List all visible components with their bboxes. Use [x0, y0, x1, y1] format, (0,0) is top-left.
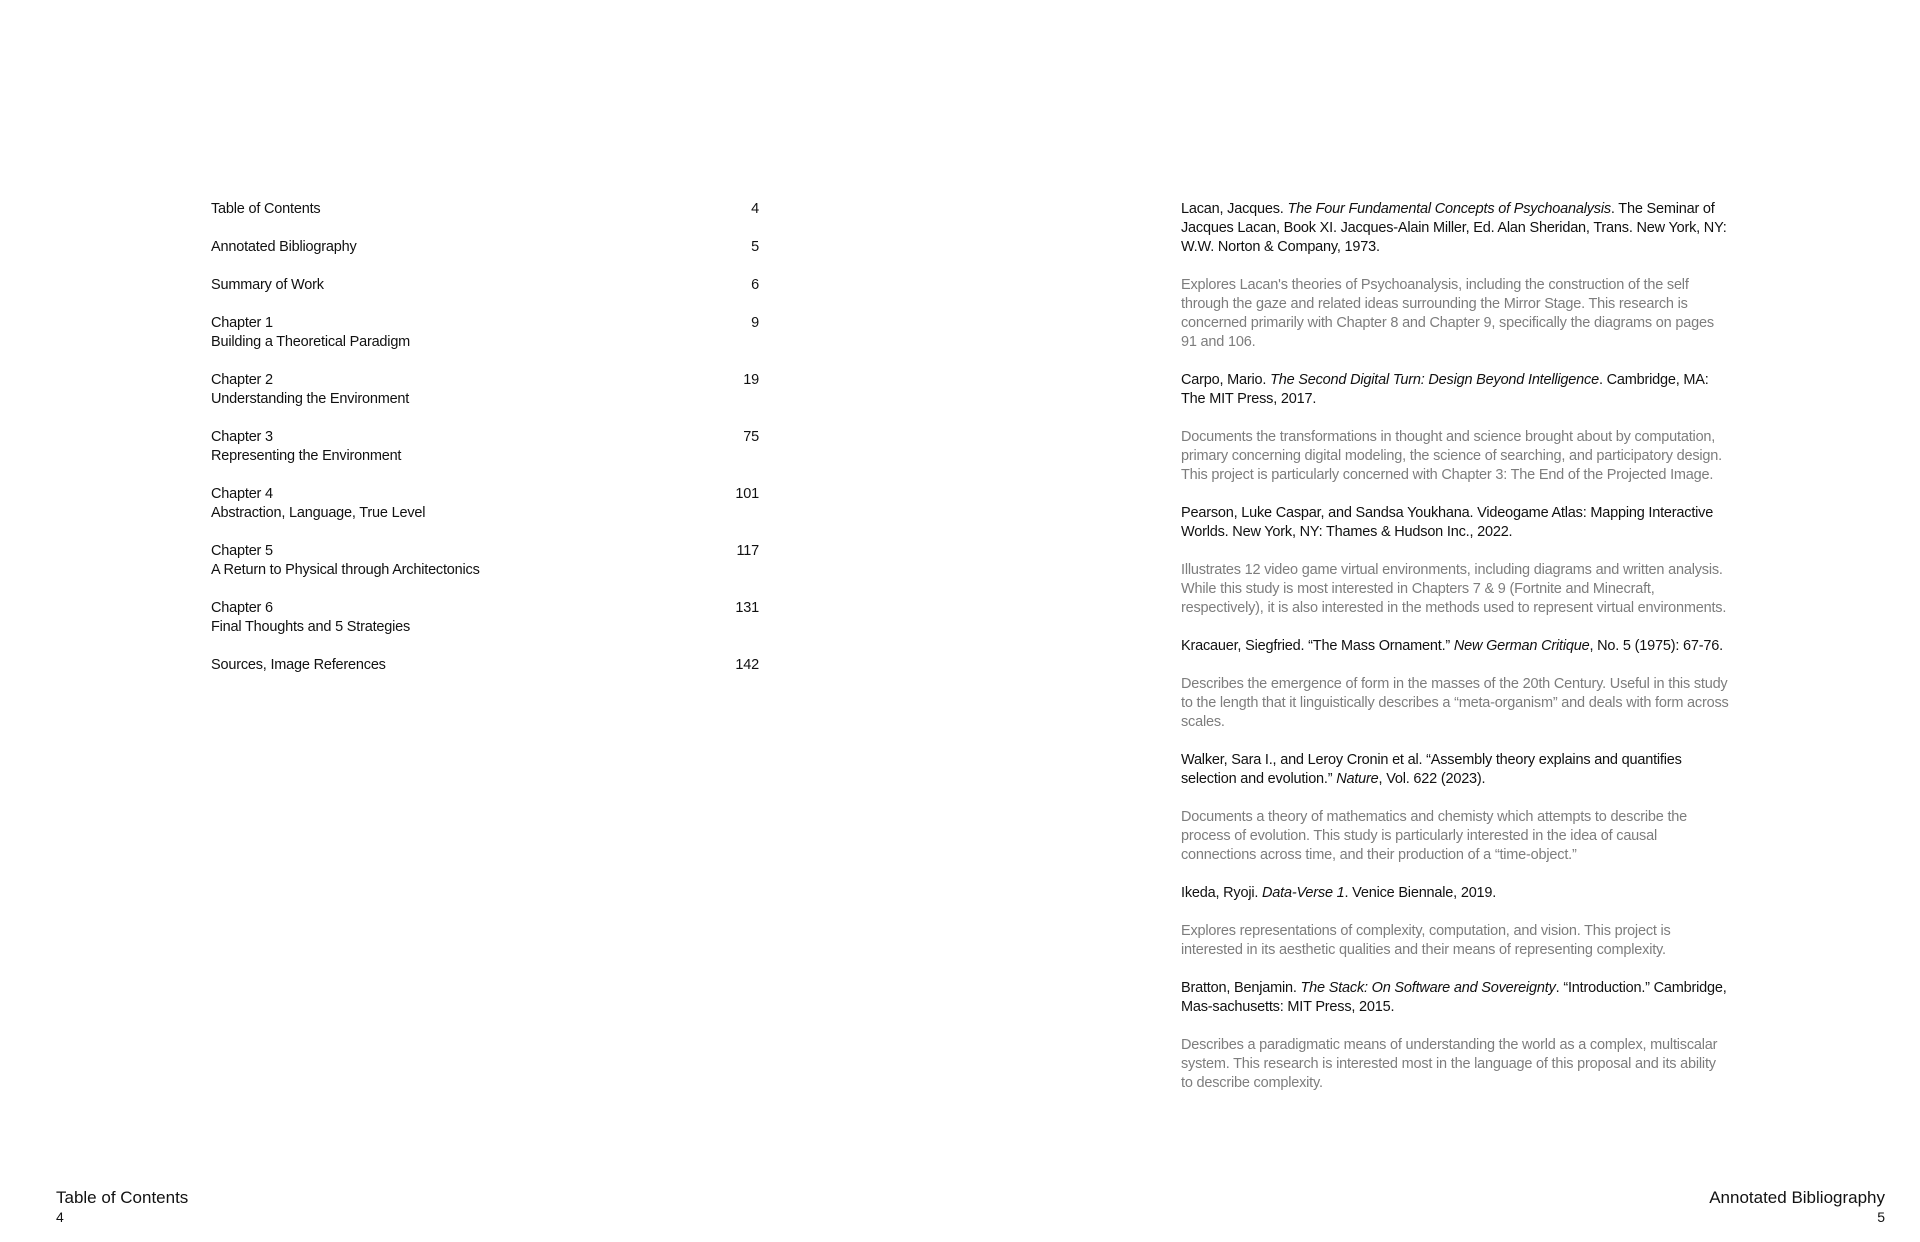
toc-entry-title: Summary of Work: [211, 277, 324, 293]
citation-text: Bratton, Benjamin.: [1181, 980, 1301, 996]
toc-entry-page: 5: [751, 239, 759, 255]
bibliography-citation: [1181, 371, 1729, 409]
toc-entry-subtitle: Final Thoughts and 5 Strategies: [211, 619, 411, 635]
table-of-contents: [211, 200, 759, 694]
bibliography-entry: [1181, 884, 1729, 960]
toc-entry-page: 6: [751, 277, 759, 293]
toc-entry-title: Sources, Image References: [211, 657, 386, 673]
toc-entry-page: 142: [735, 657, 759, 673]
citation-text: Walker, Sara I., and Leroy Cronin et al. “Assembly theory explains and quantifies selection and evolution.”: [1181, 752, 1682, 787]
toc-entry-subtitle: Building a Theoretical Paradigm: [211, 334, 411, 350]
toc-entry-title: Chapter 2: [211, 372, 273, 388]
toc-entry-subtitle: Abstraction, Language, True Level: [211, 505, 426, 521]
bibliography-annotation: Explores representations of complexity, computation, and vision. This project is interested in its aesthetic qualities and their means of representing complexity.: [1181, 923, 1671, 958]
toc-entry-title: Chapter 3: [211, 429, 273, 445]
bibliography-annotation: Documents a theory of mathematics and chemisty which attempts to describe the process of evolution. This study is particularly interested in the idea of causal connections across time, and their production of a “time-object.”: [1181, 809, 1688, 863]
citation-text: Carpo, Mario.: [1181, 372, 1271, 388]
bibliography-citation: [1181, 504, 1729, 542]
toc-entry: [211, 314, 759, 352]
bibliography-entry: [1181, 504, 1729, 618]
citation-text: . “Introduction.” Cambridge, Mas-sachusetts: MIT Press, 2015.: [1181, 980, 1727, 1015]
footer-section-title: Annotated Bibliography: [1709, 1188, 1885, 1207]
page-footer-right: [1709, 1188, 1885, 1226]
citation-title-italic: New German Critique: [1453, 638, 1590, 654]
bibliography-annotation: Explores Lacan's theories of Psychoanalysis, including the construction of the self through the gaze and related ideas surrounding the Mirror Stage. This research is concerned primarily with Chapter 8 and Chapter 9, specifically the diagrams on pages 91 and 106.: [1181, 277, 1714, 350]
footer-page-number: 4: [56, 1209, 64, 1225]
page-footer-left: [56, 1188, 188, 1226]
toc-entry-page: 9: [751, 315, 759, 331]
annotated-bibliography: [1181, 200, 1729, 1112]
citation-text: . The Seminar of Jacques Lacan, Book XI. Jacques-Alain Miller, Ed. Alan Sheridan, Trans. New York, NY: W.W. Norton & Company, 1973.: [1181, 201, 1727, 255]
toc-entry-subtitle: Representing the Environment: [211, 448, 402, 464]
right-page: [960, 0, 1920, 1242]
toc-entry-title: Annotated Bibliography: [211, 239, 357, 255]
bibliography-entry: [1181, 751, 1729, 865]
citation-text: Ikeda, Ryoji.: [1181, 885, 1263, 901]
toc-entry-subtitle: Understanding the Environment: [211, 391, 410, 407]
citation-text: Lacan, Jacques.: [1181, 201, 1288, 217]
toc-entry-subtitle: A Return to Physical through Architectonics: [211, 562, 480, 578]
toc-entry: [211, 238, 759, 257]
toc-entry-title: Table of Contents: [211, 201, 321, 217]
toc-entry: [211, 200, 759, 219]
citation-title-italic: The Second Digital Turn: Design Beyond Intelligence: [1270, 372, 1599, 388]
toc-entry-title: Chapter 1: [211, 315, 273, 331]
citation-text: , Vol. 622 (2023).: [1378, 771, 1486, 787]
citation-title-italic: Data-Verse 1: [1262, 885, 1345, 901]
toc-entry-page: 117: [736, 543, 759, 559]
bibliography-citation: [1181, 200, 1729, 257]
citation-text: , No. 5 (1975): 67-76.: [1589, 638, 1723, 654]
toc-entry: [211, 599, 759, 637]
toc-entry: [211, 371, 759, 409]
bibliography-citation: [1181, 751, 1729, 789]
citation-title-italic: The Four Fundamental Concepts of Psychoanalysis: [1287, 201, 1611, 217]
toc-entry-page: 101: [735, 486, 759, 502]
bibliography-citation: [1181, 979, 1729, 1017]
footer-section-title: Table of Contents: [56, 1188, 189, 1207]
bibliography-entry: [1181, 200, 1729, 352]
bibliography-annotation: Documents the transformations in thought and science brought about by computation, primary concerning digital modeling, the science of searching, and participatory design. This project is particularly concerned with Chapter 3: The End of the Projected Image.: [1181, 429, 1722, 483]
bibliography-entry: [1181, 979, 1729, 1093]
toc-entry: [211, 485, 759, 523]
bibliography-entry: [1181, 371, 1729, 485]
toc-entry-page: 19: [743, 372, 759, 388]
toc-entry-title: Chapter 4: [211, 486, 273, 502]
citation-title-italic: The Stack: On Software and Sovereignty: [1300, 980, 1556, 996]
bibliography-annotation: Describes the emergence of form in the masses of the 20th Century. Useful in this study to the length that it linguistically describes a “meta-organism” and deals with form across scales.: [1181, 676, 1729, 730]
toc-entry: [211, 276, 759, 295]
citation-text: . Cambridge, MA: The MIT Press, 2017.: [1181, 372, 1709, 407]
bibliography-citation: [1181, 884, 1729, 903]
citation-text: . Venice Biennale, 2019.: [1344, 885, 1497, 901]
citation-text: Pearson, Luke Caspar, and Sandsa Youkhana. Videogame Atlas: Mapping Interactive Worlds. New York, NY: Thames & Hudson Inc., 2022.: [1181, 505, 1714, 540]
citation-text: Kracauer, Siegfried. “The Mass Ornament.”: [1181, 638, 1454, 654]
toc-entry: [211, 542, 759, 580]
bibliography-annotation: Illustrates 12 video game virtual environments, including diagrams and written analysis. While this study is most interested in Chapters 7 & 9 (Fortnite and Minecraft, respectively), it is also interested in the methods used to represent virtual environments.: [1181, 562, 1727, 616]
bibliography-entry: [1181, 637, 1729, 732]
toc-entry-title: Chapter 5: [211, 543, 273, 559]
toc-entry-page: 131: [735, 600, 759, 616]
footer-page-number: 5: [1877, 1209, 1885, 1225]
toc-entry: [211, 428, 759, 466]
citation-title-italic: Nature: [1336, 771, 1379, 787]
toc-entry-page: 4: [751, 201, 759, 217]
bibliography-annotation: Describes a paradigmatic means of understanding the world as a complex, multiscalar system. This research is interested most in the language of this proposal and its ability to describe complexity.: [1181, 1037, 1718, 1091]
bibliography-citation: [1181, 637, 1729, 656]
toc-entry: [211, 656, 759, 675]
toc-entry-page: 75: [743, 429, 759, 445]
toc-entry-title: Chapter 6: [211, 600, 273, 616]
